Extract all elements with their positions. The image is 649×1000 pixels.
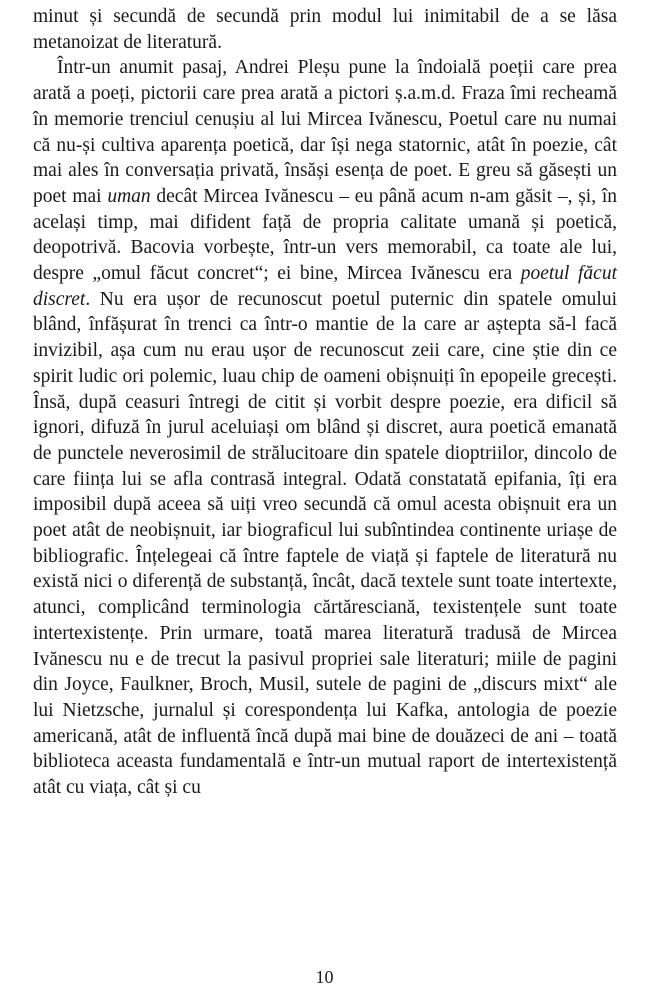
italic-segment: poetul făcut discret bbox=[33, 263, 618, 310]
italic-segment: uman bbox=[107, 185, 151, 207]
paragraph-continuation bbox=[33, 4, 617, 55]
text-segment: . Nu era ușor de recunoscut poetul puternic din spatele omului blând, înfășurat în trenci ca într-o mantie de la care ar aștepta să-l facă invizibil, așa cum nu erau ușor de recunoscut zeii care, cine știe din ce spirit ludic ori polemic, luau chip de oameni obișnuiți în epopeile grecești. Însă, după ceasuri întregi de citit și vorbit despre poezie, era dificil să ignori, difuză în jurul aceluiași om blând și discret, aura poetică emanată de punctele neverosimil de strălucitoare din spatele dioptriilor, dincolo de care ființa lui se afla contrasă integral. Odată constatată epifania, îți era imposibil după aceea să uiți vreo secundă că omul acesta obișnuit era un poet atât de neobișnuit, iar biograficul lui subîntindea continente uriașe de bibliografic. Înțelegeai că între faptele de viață și faptele de literatură nu există nici o diferență de substanță, încât, dacă textele sunt toate intertexte, atunci, complicând terminologia cărtăresciană, texistențele sunt toate intertexistențe. Prin urmare, toată marea literatură tradusă de Mircea Ivănescu nu e de trecut la pasivul propriei sale literaturi; miile de pagini din Joyce, Faulkner, Broch, Musil, sutele de pagini de „discurs mixt“ ale lui Nietzsche, jurnalul și corespondența lui Kafka, antologia de poezie americană, atât de influentă încă după mai bine de douăzeci de ani – toată biblioteca aceasta fundamentală e într-un mutual raport de intertexistență atât cu viața, cât și cu bbox=[33, 288, 617, 799]
body-text bbox=[33, 4, 617, 801]
text-segment: Într-un anumit pasaj, Andrei Pleșu pune la îndoială poeții care prea arată a poeți, pictorii care prea arată a pictori ș.a.m.d. Fraza îmi recheamă în memorie trenciul cenușiu al lui Mircea Ivănescu, Poetul care nu numai că nu-și cultiva aparența poetică, dar își nega statornic, atât în poezie, cât mai ales în conversația privată, însăși esența de poet. E greu să găsești un poet mai bbox=[33, 57, 617, 207]
page-number: 10 bbox=[315, 967, 334, 987]
text-segment: decât Mircea Ivănescu – eu până acum n-am găsit –, și, în același timp, mai difident față de propria calitate umană și poetică, deopotrivă. Bacovia vorbește, într-un vers memorabil, ca toate ale lui, despre „omul făcut concret“; ei bine, Mircea Ivănescu era bbox=[33, 185, 617, 285]
text-segment: minut și secundă de secundă prin modul lui inimitabil de a se lăsa metanoizat de literatură. bbox=[33, 6, 617, 53]
paragraph-main bbox=[33, 55, 617, 800]
